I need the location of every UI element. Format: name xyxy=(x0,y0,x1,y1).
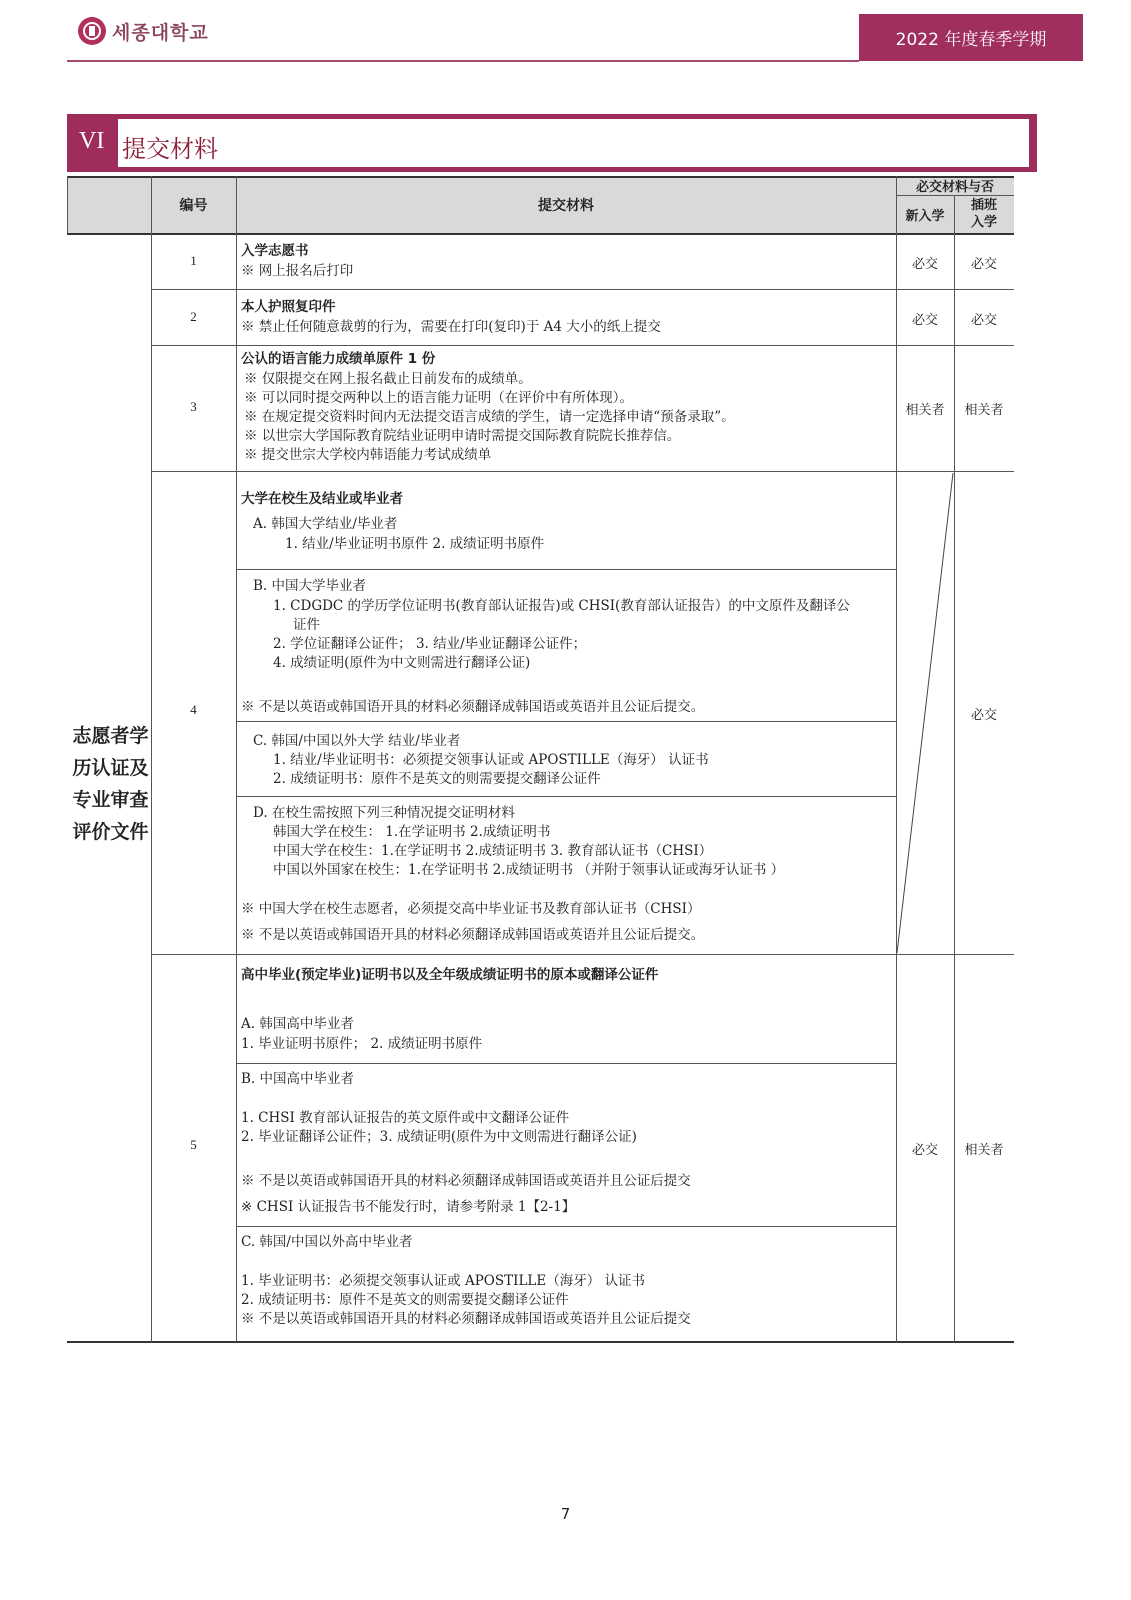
row-title: 公认的语言能力成绩单原件 1 份 xyxy=(241,351,436,367)
row-note: ※ 在规定提交资料时间内无法提交语言成绩的学生，请一定选择申请“预备录取”。 xyxy=(244,409,735,425)
row-number: 5 xyxy=(190,1137,197,1152)
required-transfer: 必交 xyxy=(970,257,997,272)
header-blank-cell xyxy=(67,176,151,233)
university-seal-icon xyxy=(78,17,106,45)
page-number: 7 xyxy=(560,1505,571,1523)
block-line: 2. 学位证翻译公证件； 3. 结业/毕业证翻译公证件； xyxy=(273,636,587,652)
table-top-border xyxy=(67,176,1014,178)
block-line: 2. 成绩证明书：原件不是英文的则需要提交翻译公证件 xyxy=(273,771,601,787)
header-no xyxy=(151,176,236,233)
block-note: ※ 不是以英语或韩国语开具的材料必须翻译成韩国语或英语并且公证后提交 xyxy=(241,1173,691,1189)
required-new: 必交 xyxy=(911,1143,938,1158)
row-note: ※ 以世宗大学国际教育院结业证明申请时需提交国际教育院院长推荐信。 xyxy=(244,428,681,444)
block-heading: C. 韩国/中国以外大学 结业/毕业者 xyxy=(253,733,461,749)
required-transfer: 相关者 xyxy=(964,403,1004,418)
block-line: 1. 毕业证明书原件； 2. 成绩证明书原件 xyxy=(241,1036,483,1052)
required-new: 必交 xyxy=(911,257,938,272)
block-heading: A. 韩国大学结业/毕业者 xyxy=(253,516,398,532)
section-title-box xyxy=(118,119,1029,167)
required-transfer: 必交 xyxy=(970,708,997,723)
row-number: 1 xyxy=(190,253,197,268)
header-material xyxy=(236,176,896,233)
row-sep-2 xyxy=(151,345,1014,346)
block-line: 1. 结业/毕业证明书：必须提交领事认证或 APOSTILLE（海牙） 认证书 xyxy=(273,752,709,768)
row4-block-sep-2 xyxy=(236,721,896,722)
header-transfer xyxy=(954,195,1014,233)
header-required-group-label: 必交材料与否 xyxy=(915,180,994,195)
required-new: 相关者 xyxy=(905,403,945,418)
block-line: 4. 成绩证明(原件为中文则需进行翻译公证) xyxy=(273,655,531,671)
section-number: VI xyxy=(79,128,105,154)
category-label: 志愿者学历认证及专业审查评价文件 xyxy=(72,725,149,843)
block-line: 中国大学在校生：1.在学证明书 2.成绩证明书 3. 教育部认证书（CHSI） xyxy=(273,843,713,859)
block-line: 1. CDGDC 的学历学位证明书(教育部认证报告)或 CHSI(教育部认证报告）的中文原件及翻译公 xyxy=(273,598,850,614)
header-no-label: 编号 xyxy=(179,197,208,214)
header-sub-line xyxy=(896,195,1014,196)
required-transfer: 必交 xyxy=(970,313,997,328)
header-transfer-label: 插班入学 xyxy=(970,198,997,230)
row4-block-sep-3 xyxy=(236,796,896,797)
vline-col4 xyxy=(954,195,955,1342)
section-header xyxy=(67,114,1037,172)
block-heading: B. 中国大学毕业者 xyxy=(253,578,367,594)
block-note: ※ 中国大学在校生志愿者，必须提交高中毕业证书及教育部认证书（CHSI） xyxy=(241,901,701,917)
required-new: 必交 xyxy=(911,313,938,328)
row-title: 高中毕业(预定毕业)证明书以及全年级成绩证明书的原本或翻译公证件 xyxy=(241,967,659,983)
header-material-label: 提交材料 xyxy=(538,197,594,214)
header-bottom-border xyxy=(67,233,1014,235)
block-note: ※ CHSI 认证报告书不能发行时，请参考附录 1【2-1】 xyxy=(241,1199,576,1215)
block-line: 韩国大学在校生： 1.在学证明书 2.成绩证明书 xyxy=(273,824,551,840)
vline-left-header xyxy=(67,176,68,233)
vline-col2 xyxy=(236,176,237,1342)
row-number: 4 xyxy=(190,702,197,717)
block-line: 1. 毕业证明书：必须提交领事认证或 APOSTILLE（海牙） 认证书 xyxy=(241,1273,646,1289)
header-required-group xyxy=(896,176,1014,195)
row-number: 3 xyxy=(190,399,197,414)
row5-block-sep-2 xyxy=(236,1226,896,1227)
row5-block-sep-1 xyxy=(236,1063,896,1064)
block-line: 2. 毕业证翻译公证件；3. 成绩证明(原件为中文则需进行翻译公证) xyxy=(241,1129,637,1145)
block-heading: C. 韩国/中国以外高中毕业者 xyxy=(241,1234,413,1250)
block-note: ※ 不是以英语或韩国语开具的材料必须翻译成韩国语或英语并且公证后提交。 xyxy=(241,927,705,943)
row-note: ※ 提交世宗大学校内韩语能力考试成绩单 xyxy=(244,447,492,463)
row-title: 本人护照复印件 xyxy=(241,299,336,315)
block-line: 中国以外国家在校生：1.在学证明书 2.成绩证明书 （并附于领事认证或海牙认证书 ） xyxy=(273,862,785,878)
semester-badge xyxy=(859,14,1083,61)
block-line: 证件 xyxy=(293,617,320,633)
not-applicable-diagonal xyxy=(896,471,954,955)
block-heading: A. 韩国高中毕业者 xyxy=(241,1016,354,1032)
row-sep-4 xyxy=(151,954,1014,955)
university-logo xyxy=(78,16,209,46)
header-divider xyxy=(67,60,859,62)
header-new-student xyxy=(896,195,954,233)
materials-table xyxy=(67,176,1037,1372)
block-heading: B. 中国高中毕业者 xyxy=(241,1071,355,1087)
row-note: ※ 禁止任何随意裁剪的行为，需要在打印(复印)于 A4 大小的纸上提交 xyxy=(241,319,661,335)
row-number: 2 xyxy=(190,309,197,324)
block-line: 1. CHSI 教育部认证报告的英文原件或中文翻译公证件 xyxy=(241,1110,570,1126)
row-title: 入学志愿书 xyxy=(241,243,309,259)
section-title: 提交材料 xyxy=(122,135,218,163)
block-line: 2. 成绩证明书：原件不是英文的则需要提交翻译公证件 xyxy=(241,1292,569,1308)
block-heading: D. 在校生需按照下列三种情况提交证明材料 xyxy=(253,805,515,821)
row4-block-sep-1 xyxy=(236,569,896,570)
row-sep-1 xyxy=(151,289,1014,290)
semester-label: 2022 年度春季学期 xyxy=(895,30,1047,50)
row-title: 大学在校生及结业或毕业者 xyxy=(241,491,403,507)
row-sep-3 xyxy=(151,471,1014,472)
block-note: ※ 不是以英语或韩国语开具的材料必须翻译成韩国语或英语并且公证后提交。 xyxy=(241,699,705,715)
school-name: 세종대학교 xyxy=(112,21,209,44)
row-note: ※ 网上报名后打印 xyxy=(241,263,354,279)
required-transfer: 相关者 xyxy=(964,1143,1004,1158)
row-note: ※ 仅限提交在网上报名截止日前发布的成绩单。 xyxy=(244,371,532,387)
header-new-student-label: 新入学 xyxy=(905,208,945,224)
block-note: ※ 不是以英语或韩国语开具的材料必须翻译成韩国语或英语并且公证后提交 xyxy=(241,1311,691,1327)
row-note: ※ 可以同时提交两种以上的语言能力证明（在评价中有所体现）。 xyxy=(244,390,634,406)
table-bottom-border xyxy=(67,1341,1014,1343)
block-line: 1. 结业/毕业证明书原件 2. 成绩证明书原件 xyxy=(285,536,545,552)
